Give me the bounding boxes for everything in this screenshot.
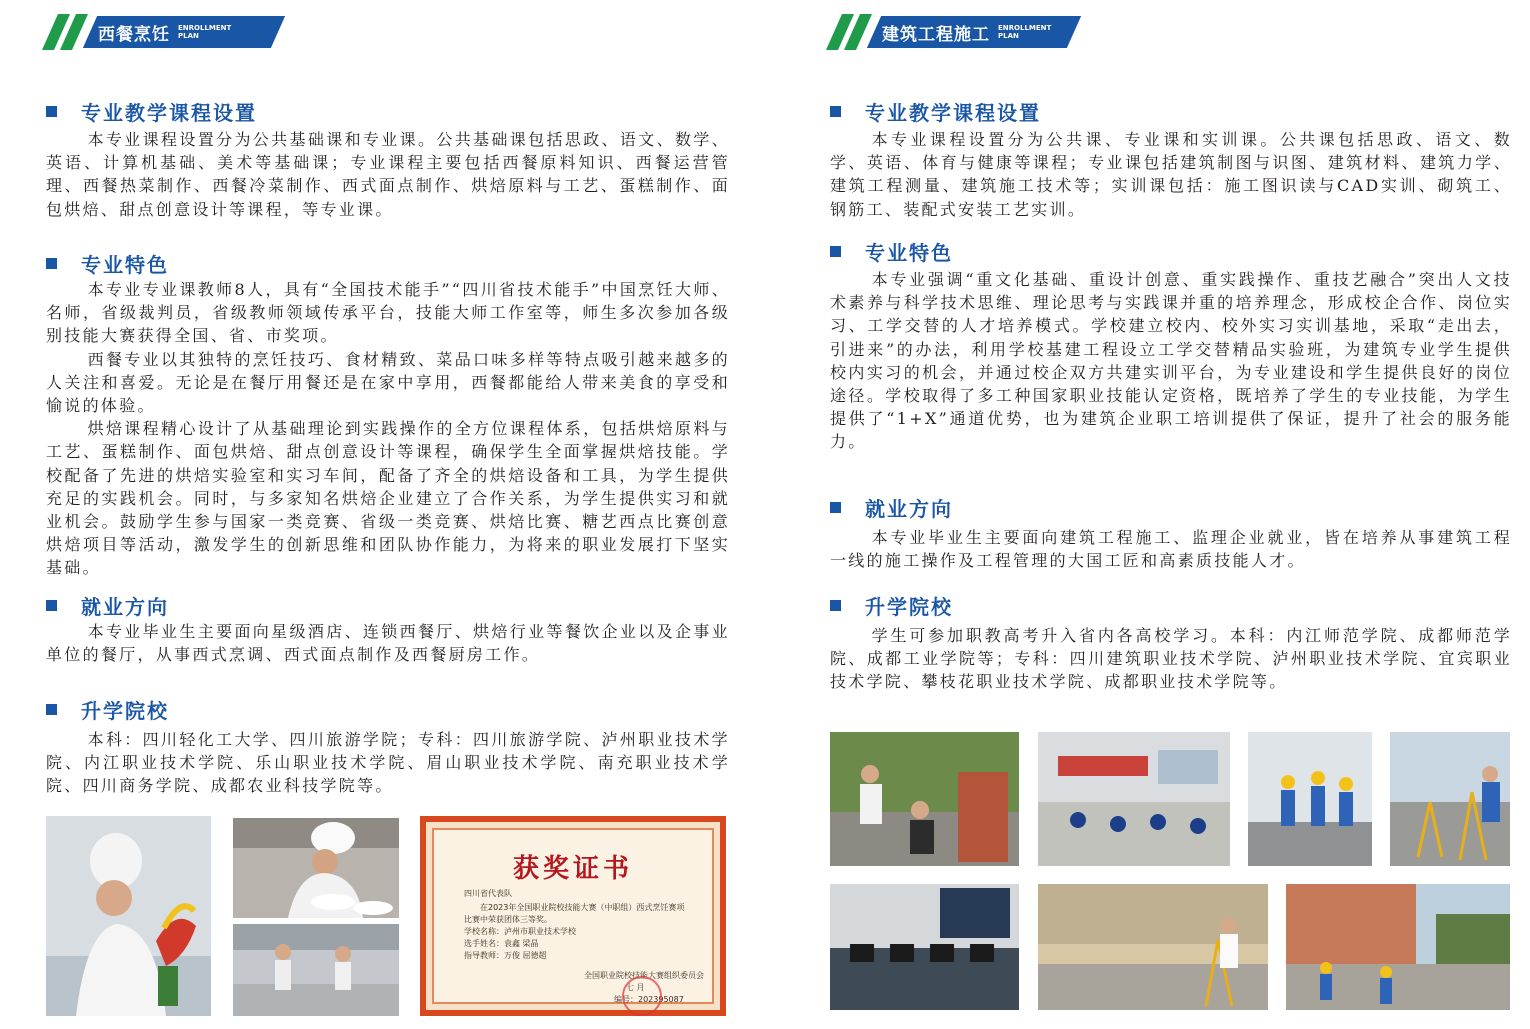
- section-paragraph: 本专业课程设置分为公共基础课和专业课。公共基础课包括思政、语文、数学、英语、计算机基础、美术等基础课；专业课程主要包括西餐原料知识、西餐运营管理、西餐热菜制作、西餐冷菜制作、西式面点制作、烘焙原料与工艺、蛋糕制作、面包烘焙、甜点创意设计等课程，等专业课。: [46, 130, 730, 219]
- right-banner: [830, 14, 1080, 50]
- section-heading: 专业教学课程设置: [81, 100, 257, 125]
- section-paragraph: 本专业毕业生主要面向建筑工程施工、监理企业就业，皆在培养从事建筑工程一线的施工操作及工程管理的大国工匠和高素质技能人才。: [830, 528, 1512, 571]
- bullet-icon: [830, 600, 841, 611]
- banner-subtitle: ENROLLMENT PLAN: [178, 24, 232, 40]
- section-heading: 就业方向: [865, 496, 953, 521]
- section-paragraph: 本专业课程设置分为公共课、专业课和实训课。公共课包括思政、语文、数学、英语、体育与健康等课程；专业课包括建筑制图与识图、建筑材料、建筑力学、建筑工程测量、建筑施工技术等；实训课包括：施工图识读与CAD实训、砌筑工、钢筋工、装配式安装工艺实训。: [830, 130, 1512, 219]
- photo-drawing-classroom: [1038, 732, 1230, 866]
- section-paragraph: 本科：四川轻化工大学、四川旅游学院；专科：四川旅游学院、泸州职业技术学院、内江职业技术学院、乐山职业技术学院、眉山职业技术学院、南充职业技术学院、四川商务学院、成都农业科技学院等。: [46, 730, 730, 796]
- photo-theodolite-survey: [1390, 732, 1510, 866]
- bullet-icon: [46, 258, 57, 269]
- photo-site-measurement: [1286, 884, 1510, 1010]
- left-banner: [46, 14, 286, 50]
- certificate-title: 获奖证书: [512, 854, 633, 884]
- section-features: [830, 238, 1512, 454]
- photo-courtyard-survey: [1038, 884, 1268, 1010]
- section-curriculum: [46, 98, 730, 221]
- photo-kitchen-class: [233, 924, 399, 1016]
- certificate-line: 选手姓名：袁鑫 梁晶: [464, 939, 539, 948]
- section-further-study: [830, 592, 1512, 694]
- bullet-icon: [46, 704, 57, 715]
- section-heading: 专业特色: [81, 252, 169, 277]
- certificate-line: 在2023年全国职业院校技能大赛（中职组）西式烹饪赛项: [480, 903, 685, 912]
- photo-chef-plating: [233, 818, 399, 918]
- bullet-icon: [830, 502, 841, 513]
- section-features: [46, 250, 730, 580]
- section-paragraph: 学生可参加职教高考升入省内各高校学习。本科：内江师范学院、成都师范学院、成都工业学院等；专科：四川建筑职业技术学院、泸州职业技术学院、宜宾职业技术学院、攀枝花职业技术学院、成都职业技术学院等。: [830, 626, 1512, 692]
- bullet-icon: [46, 600, 57, 611]
- section-heading: 升学院校: [81, 698, 169, 723]
- section-paragraph: 本专业专业课教师8人，具有“全国技术能手”“四川省技术能手”中国烹饪大师、名师，省级裁判员，省级教师领域传承平台，技能大师工作室等，师生多次参加各级别技能大赛获得全国、省、市奖项。: [46, 280, 730, 346]
- section-heading: 专业特色: [865, 240, 953, 265]
- certificate-line: 学校名称：泸州市职业技术学校: [464, 927, 576, 936]
- section-paragraph: 烘焙课程精心设计了从基础理论到实践操作的全方位课程体系，包括烘焙原料与工艺、蛋糕制作、面包烘焙、甜点创意设计等课程，确保学生全面掌握烘焙技能。学校配备了先进的烘焙实验室和实习车间，配备了齐全的烘焙设备和工具，为学生提供充足的实践机会。同时，与多家知名烘焙企业建立了合作关系，为学生提供实习和就业机会。鼓励学生参与国家一类竞赛、省级一类竞赛、烘焙比赛、糖艺西点比赛创意烘焙项目等活动，激发学生的创新思维和团队协作能力，为将来的职业发展打下坚实基础。: [46, 419, 730, 578]
- section-heading: 升学院校: [865, 594, 953, 619]
- bullet-icon: [830, 246, 841, 257]
- bullet-icon: [46, 106, 57, 117]
- section-curriculum: [830, 98, 1512, 221]
- section-heading: 专业教学课程设置: [865, 100, 1041, 125]
- section-employment: [46, 592, 730, 666]
- certificate-line: 指导教师：万俊 屈德超: [464, 951, 547, 960]
- certificate-line: 编号：202395087: [614, 995, 684, 1004]
- certificate-line: 比赛中荣获团体三等奖。: [464, 915, 552, 924]
- banner-subtitle: ENROLLMENT PLAN: [998, 24, 1052, 40]
- section-paragraph: 本专业强调“重文化基础、重设计创意、重实践操作、重技艺融合”突出人文技术素养与科学技术思维、理论思考与实践课并重的培养理念，形成校企合作、岗位实习、工学交替的人才培养模式。学校建立校内、校外实习实训基地，采取“走出去，引进来”的办法，利用学校基建工程设立工学交替精品实验班，为建筑专业学生提供校内实习的机会，并通过校企双方共建实训平台，为专业建设和学生提供良好的岗位途径。学校取得了多工种国家职业技能认定资格，既培养了学生的专业技能，为学生提供了“1+X”通道优势，也为建筑企业职工培训提供了保证，提升了社会的服务能力。: [830, 270, 1512, 452]
- photo-sugar-art-student: [46, 816, 211, 1016]
- left-page: [46, 0, 730, 1029]
- section-paragraph: 西餐专业以其独特的烹饪技巧、食材精致、菜品口味多样等特点吸引越来越多的人关注和喜爱。无论是在餐厅用餐还是在家中享用，西餐都能给人带来美食的享受和愉说的体验。: [46, 349, 730, 416]
- certificate-line: 四川省代表队: [464, 889, 512, 898]
- section-further-study: [46, 696, 730, 798]
- photo-bricklaying-practice: [830, 732, 1019, 866]
- certificate-line: 七 月: [626, 983, 645, 992]
- award-certificate: [420, 816, 726, 1016]
- banner-title: 西餐烹饪: [98, 24, 170, 45]
- banner-title: 建筑工程施工: [882, 24, 990, 45]
- certificate-line: 全国职业院校技能大赛组织委员会: [584, 971, 704, 980]
- photo-computer-lab: [830, 884, 1019, 1010]
- right-page: [830, 0, 1512, 1029]
- section-heading: 就业方向: [81, 594, 169, 619]
- photo-survey-team: [1248, 732, 1372, 866]
- bullet-icon: [830, 106, 841, 117]
- section-paragraph: 本专业毕业生主要面向星级酒店、连锁西餐厅、烘焙行业等餐饮企业以及企事业单位的餐厅，从事西式烹调、西式面点制作及西餐厨房工作。: [46, 622, 730, 665]
- seal-icon: [622, 976, 662, 1016]
- section-employment: [830, 494, 1512, 572]
